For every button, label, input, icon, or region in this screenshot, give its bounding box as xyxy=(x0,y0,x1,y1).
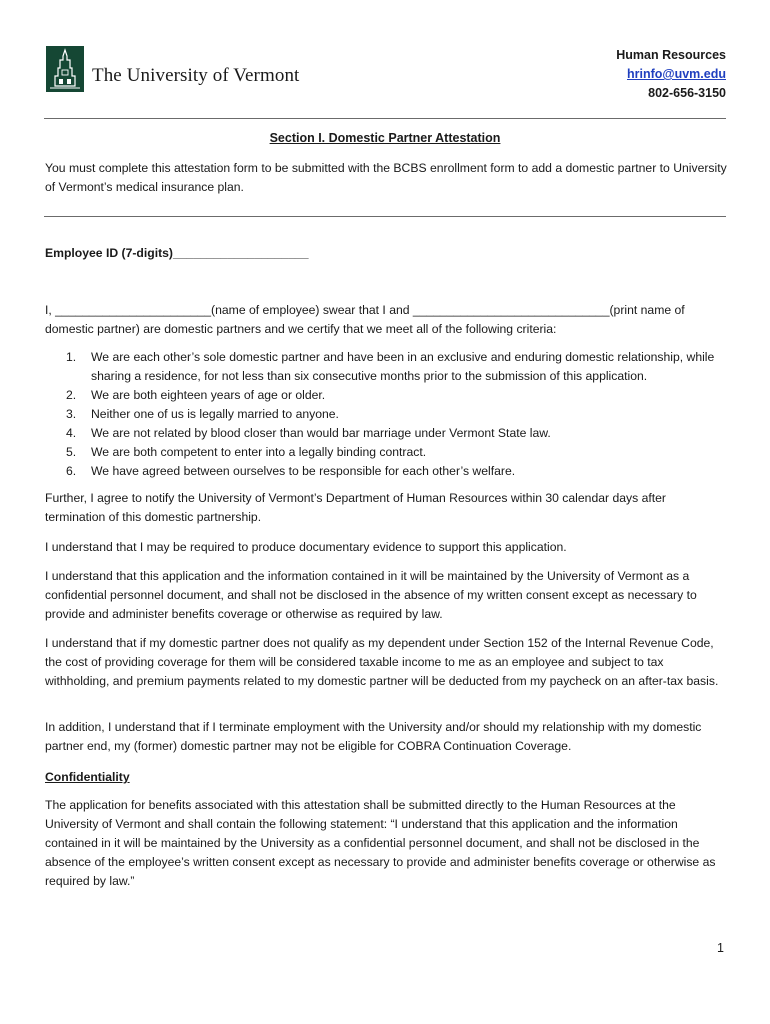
cobra-paragraph: In addition, I understand that if I terminate employment with the University and/or should my relationship with my domestic partner end, my (former) domestic partner may not be eligible for COBRA Continuation Coverage. xyxy=(45,720,702,753)
criteria-text: We are each other’s sole domestic partner and have been in an exclusive and enduring domestic relationship, while sharing a residence, for not less than six consecutive months prior to the submission of this application. xyxy=(91,350,715,383)
employee-id-field[interactable]: Employee ID (7-digits)____________________ xyxy=(45,246,309,260)
confidentiality-heading: Confidentiality xyxy=(45,770,130,784)
uvm-logo xyxy=(46,46,299,92)
criteria-item xyxy=(66,386,726,405)
declaration-paragraph[interactable]: I, _______________________(name of employee) swear that I and _____________________________(print name of domestic partner) are domestic partners and we certify that we meet all of the following criteria: xyxy=(45,303,685,336)
criteria-item xyxy=(66,348,726,386)
confidentiality-paragraph: The application for benefits associated with this attestation shall be submitted directly to the Human Resources at the University of Vermont and shall contain the following statement: “I understand that this application and the information contained in it will be maintained by the University as a confidential personnel document, and shall not be disclosed in the absence of the employee’s written consent except as necessary to provide and administer benefits coverage or otherwise as required by law.” xyxy=(45,798,716,888)
divider-top xyxy=(44,118,726,119)
department-name: Human Resources xyxy=(616,48,726,62)
criteria-text: We are not related by blood closer than would bar marriage under Vermont State law. xyxy=(91,426,551,440)
criteria-number: 5. xyxy=(66,445,77,459)
section-title: Section I. Domestic Partner Attestation xyxy=(269,131,501,145)
hr-contact-block xyxy=(616,46,726,103)
criteria-text: Neither one of us is legally married to anyone. xyxy=(91,407,339,421)
criteria-number: 4. xyxy=(66,426,77,440)
logo-wordmark: The University of Vermont xyxy=(92,65,300,86)
criteria-text: We are both eighteen years of age or older. xyxy=(91,388,326,402)
page-number: 1 xyxy=(717,941,724,955)
criteria-item xyxy=(66,405,726,424)
intro-paragraph: You must complete this attestation form to be submitted with the BCBS enrollment form to add a domestic partner to University of Vermont’s medical insurance plan. xyxy=(45,161,727,194)
criteria-item xyxy=(66,424,726,443)
criteria-number: 3. xyxy=(66,407,77,421)
criteria-number: 6. xyxy=(66,464,77,478)
criteria-item xyxy=(66,443,726,462)
criteria-number: 1. xyxy=(66,350,77,364)
university-tower-icon xyxy=(46,46,84,92)
criteria-item xyxy=(66,462,726,481)
criteria-number: 2. xyxy=(66,388,77,402)
divider-middle xyxy=(44,216,726,217)
criteria-text: We are both competent to enter into a legally binding contract. xyxy=(91,445,427,459)
tax-paragraph: I understand that if my domestic partner does not qualify as my dependent under Section 152 of the Internal Revenue Code, the cost of providing coverage for them will be considered taxable income to me as an employee and subject to tax withholding, and premium payments related to my domestic partner will be deducted from my paycheck on an after-tax basis. xyxy=(45,636,719,688)
criteria-text: We have agreed between ourselves to be responsible for each other’s welfare. xyxy=(91,464,516,478)
criteria-list xyxy=(66,348,726,481)
hr-phone: 802-656-3150 xyxy=(648,86,726,100)
evidence-paragraph: I understand that I may be required to produce documentary evidence to support this application. xyxy=(45,540,567,554)
confidential-record-paragraph: I understand that this application and the information contained in it will be maintained by the University of Vermont as a confidential personnel document, and shall not be disclosed in the absence of my written consent except as necessary to provide and administer benefits coverage or otherwise as required by law. xyxy=(45,569,697,621)
hr-email-link[interactable]: hrinfo@uvm.edu xyxy=(627,67,726,81)
notification-paragraph: Further, I agree to notify the University of Vermont’s Department of Human Resources within 30 calendar days after termination of this domestic partnership. xyxy=(45,491,666,524)
